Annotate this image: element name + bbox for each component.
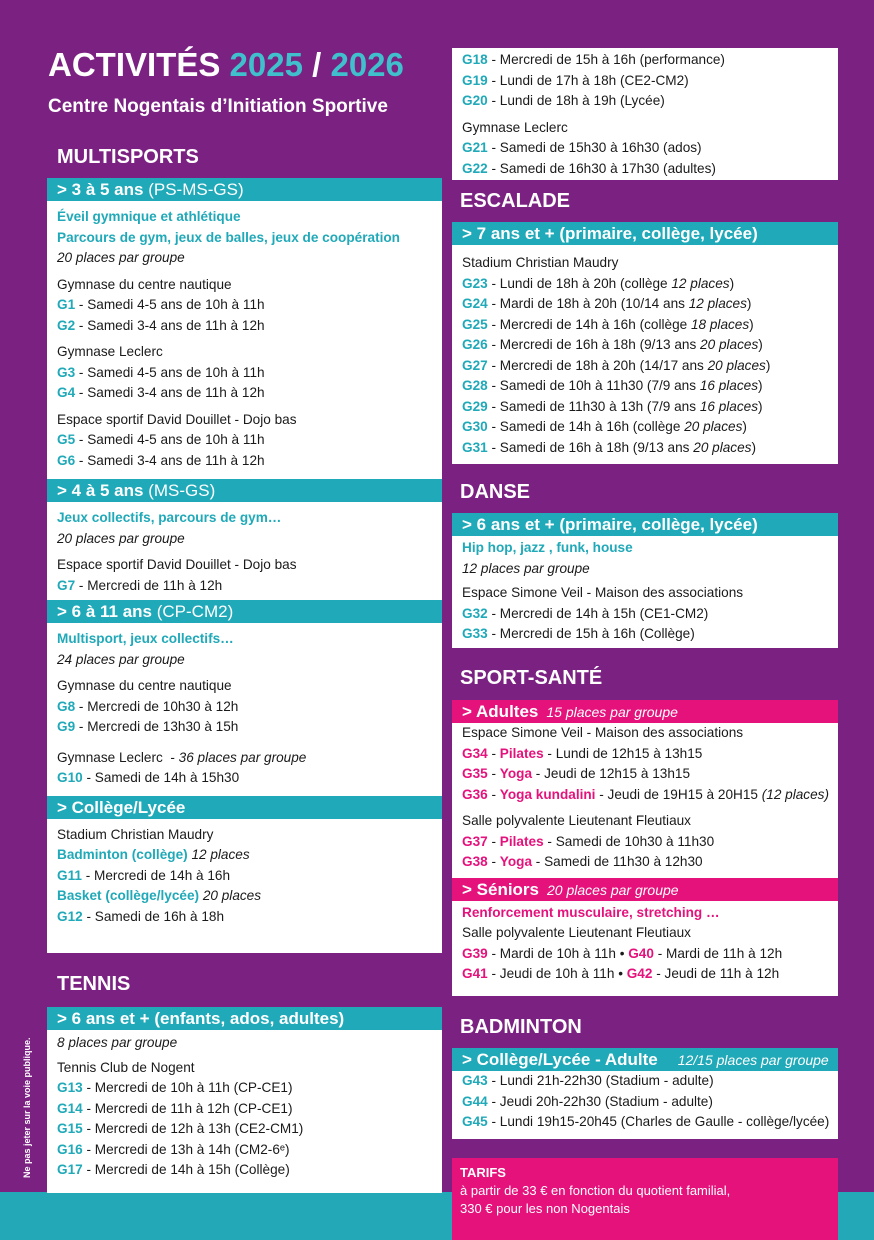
bar-levels: (CP-CM2) xyxy=(156,602,234,621)
group-text: - Samedi de 15h30 à 16h30 (ados) xyxy=(487,140,702,155)
activity-desc: Jeux collectifs, parcours de gym… xyxy=(57,510,282,525)
group-row xyxy=(452,944,838,965)
group-text: - Mercredi de 14h à 16h xyxy=(81,867,231,883)
group-text: - Samedi 3-4 ans de 11h à 12h xyxy=(75,452,265,468)
group-row xyxy=(452,294,838,315)
group-row xyxy=(452,1092,838,1113)
group-code: G2 xyxy=(57,317,76,333)
venue: Gymnase Leclerc xyxy=(57,344,163,359)
bar-age: > 6 à 11 ans xyxy=(57,602,152,621)
places-note: (12 places) xyxy=(761,786,829,802)
group-text: - Mercredi de 11h à 12h xyxy=(75,577,223,593)
places-note: 12 places xyxy=(688,296,747,311)
group-row xyxy=(47,383,442,404)
group-row xyxy=(452,1112,838,1133)
group-text: - Mardi de 11h à 12h xyxy=(653,945,783,961)
activity-desc: Renforcement musculaire, stretching … xyxy=(462,904,720,920)
group-code: G21 xyxy=(462,140,488,155)
group-code: G3 xyxy=(57,364,76,380)
group-text-end: ) xyxy=(751,439,756,455)
group-code: G41 xyxy=(462,966,488,981)
group-code: G45 xyxy=(462,1114,488,1129)
group-code: G29 xyxy=(462,398,488,414)
group-code: G42 xyxy=(626,966,653,981)
tarifs-line: 330 € pour les non Nogentais xyxy=(460,1201,630,1216)
places-note: 20 places par groupe xyxy=(547,881,679,898)
group-row xyxy=(452,159,838,180)
places-note: 16 places xyxy=(699,398,759,414)
group-row xyxy=(47,907,442,928)
venue: Espace Simone Veil - Maison des associations xyxy=(462,725,744,740)
group-code: G25 xyxy=(462,316,488,332)
group-text-end: ) xyxy=(758,398,763,414)
group-text: - Mercredi de 18h à 20h (14/17 ans xyxy=(487,357,708,373)
places-note: 20 places par groupe xyxy=(57,530,185,546)
group-row xyxy=(47,1078,442,1099)
venue: Tennis Club de Nogent xyxy=(57,1059,195,1075)
venue: Gymnase Leclerc xyxy=(57,749,163,765)
group-text: - Samedi de 16h30 à 17h30 (adultes) xyxy=(487,160,716,176)
escalade-bar: > 7 ans et + (primaire, collège, lycée) xyxy=(452,222,838,245)
group-row xyxy=(452,274,838,295)
group-row: G35 - Yoga - Jeudi de 12h15 à 13h15 xyxy=(462,766,690,781)
group-code: G13 xyxy=(57,1080,83,1095)
group-code: G1 xyxy=(57,297,76,312)
group-text: - Mercredi de 15h à 16h (Collège) xyxy=(487,626,695,641)
group-text: - Samedi de 10h30 à 11h30 xyxy=(543,833,715,849)
group-text: - Lundi 19h15-20h45 (Charles de Gaulle - collège/lycée) xyxy=(487,1114,830,1129)
tennis-box xyxy=(47,1007,442,1193)
activity-desc: Hip hop, jazz , funk, house xyxy=(462,540,633,555)
places-note: 12 places xyxy=(191,847,250,862)
activity-name: Pilates xyxy=(499,745,544,761)
group-code: G43 xyxy=(462,1073,488,1088)
venue: Salle polyvalente Lieutenant Fleutiaux xyxy=(462,925,691,940)
group-code: G5 xyxy=(57,432,76,447)
venue: Espace sportif David Douillet - Dojo bas xyxy=(57,411,297,427)
group-text: - Mardi de 18h à 20h (10/14 ans xyxy=(487,296,689,311)
activity-name: Basket (collège/lycée) xyxy=(57,888,200,903)
group-text: - Mardi de 10h à 11h • xyxy=(487,945,629,961)
multisports-box xyxy=(47,178,442,953)
group-text: - Mercredi de 13h30 à 15h xyxy=(75,719,239,734)
places-note: 15 places par groupe xyxy=(546,704,678,720)
group-text: - Mercredi de 14h à 16h (collège xyxy=(487,316,691,332)
group-code: G27 xyxy=(462,357,488,373)
venue: Gymnase du centre nautique xyxy=(57,276,232,292)
group-row xyxy=(452,417,838,438)
group-text-end: ) xyxy=(758,378,763,393)
tennis-bar: > 6 ans et + (enfants, ados, adultes) xyxy=(47,1007,442,1030)
multisports-bar-college: > Collège/Lycée xyxy=(47,796,442,819)
group-row xyxy=(47,430,442,451)
tennis-title: TENNIS xyxy=(57,973,131,995)
places-note: 24 places par groupe xyxy=(57,651,185,667)
group-row xyxy=(47,866,442,887)
group-row xyxy=(452,138,838,159)
group-row xyxy=(452,604,838,625)
venue: Salle polyvalente Lieutenant Fleutiaux xyxy=(462,813,691,828)
group-text: - Jeudi 20h-22h30 (Stadium - adulte) xyxy=(487,1093,713,1109)
group-code: G23 xyxy=(462,275,488,291)
group-code: G31 xyxy=(462,439,488,455)
group-row xyxy=(47,451,442,472)
multisports-title: MULTISPORTS xyxy=(57,146,199,168)
group-row xyxy=(452,397,838,418)
group-row xyxy=(452,335,838,356)
escalade-box xyxy=(452,222,838,464)
group-text: - Mercredi de 10h30 à 12h xyxy=(75,698,239,714)
places-note: 8 places par groupe xyxy=(57,1035,178,1050)
group-text: - Lundi de 18h à 20h (collège xyxy=(487,275,672,291)
venue: Stadium Christian Maudry xyxy=(57,826,214,842)
group-text: - Jeudi de 12h15 à 13h15 xyxy=(532,766,690,781)
group-text-end: ) xyxy=(758,337,763,352)
tarifs-title: TARIFS xyxy=(460,1165,506,1180)
group-code: G24 xyxy=(462,296,488,311)
group-row xyxy=(47,1140,442,1161)
group-text: - Mercredi de 15h à 16h (performance) xyxy=(487,52,725,67)
group-text: - Samedi de 14h à 16h (collège xyxy=(487,419,685,434)
group-code: G18 xyxy=(462,52,488,67)
activity-name: Yoga kundalini xyxy=(499,786,596,802)
activity-name: Pilates xyxy=(499,833,544,849)
group-row xyxy=(47,1119,442,1140)
seniors-bar xyxy=(452,878,838,901)
group-row: G36 - Yoga kundalini - Jeudi de 19H15 à 20H15 (12 places) xyxy=(462,786,829,802)
group-code: G11 xyxy=(57,867,82,883)
group-row xyxy=(47,1099,442,1120)
group-text-end: ) xyxy=(729,275,735,291)
venue: Gymnase Leclerc xyxy=(462,119,568,135)
venue: Gymnase du centre nautique xyxy=(57,678,232,693)
group-code: G28 xyxy=(462,378,488,393)
group-row xyxy=(47,768,442,789)
group-text: - Samedi de 16h à 18h xyxy=(82,908,225,924)
group-text: - Samedi 4-5 ans de 10h à 11h xyxy=(75,364,265,380)
group-row xyxy=(47,316,442,337)
tarifs-box xyxy=(452,1158,838,1240)
places-note: 20 places xyxy=(202,888,262,903)
multisports-bar-4-5 xyxy=(47,479,442,502)
places-note: 20 places xyxy=(700,337,759,352)
group-code: G9 xyxy=(57,719,76,734)
group-code: G22 xyxy=(462,160,488,176)
tennis-continued-box xyxy=(452,48,838,180)
places-note: 36 places par groupe xyxy=(178,749,307,765)
group-text: - Samedi de 11h30 à 12h30 xyxy=(532,854,703,869)
bar-age: > 4 à 5 ans xyxy=(57,481,144,500)
venue: Stadium Christian Maudry xyxy=(462,255,619,270)
group-row xyxy=(47,576,442,597)
group-text: - Mercredi de 16h à 18h (9/13 ans xyxy=(487,337,701,352)
group-text: - Lundi de 18h à 19h (Lycée) xyxy=(487,93,665,108)
group-text: - Samedi de 14h à 15h30 xyxy=(82,770,240,785)
group-text-end: ) xyxy=(742,419,747,434)
page-subtitle: Centre Nogentais d’Initiation Sportive xyxy=(48,96,388,117)
side-note: Ne pas jeter sur la voie publique. xyxy=(22,1037,32,1178)
places-note: 16 places xyxy=(699,378,759,393)
group-row xyxy=(47,1160,442,1181)
group-code: G33 xyxy=(462,626,488,641)
group-code: G39 xyxy=(462,945,488,961)
group-row xyxy=(47,697,442,718)
activity-name: Badminton (collège) xyxy=(57,847,188,862)
multisports-bar-6-11 xyxy=(47,600,442,623)
group-row: G37 - Pilates - Samedi de 10h30 à 11h30 xyxy=(462,833,715,849)
group-row xyxy=(452,71,838,92)
group-row xyxy=(452,50,838,71)
escalade-title: ESCALADE xyxy=(460,190,571,212)
places-note: 20 places xyxy=(684,419,743,434)
group-row xyxy=(452,438,838,459)
group-text-end: ) xyxy=(746,296,752,311)
places-note: 12 places par groupe xyxy=(462,560,590,576)
group-code: G32 xyxy=(462,605,488,621)
places-note: 18 places xyxy=(690,316,750,332)
group-code: G10 xyxy=(57,770,83,785)
venue: Espace sportif David Douillet - Dojo bas xyxy=(57,557,297,572)
group-row xyxy=(47,295,442,316)
group-row xyxy=(452,91,838,112)
group-text: - Lundi de 12h15 à 13h15 xyxy=(543,745,703,761)
group-text: - Samedi 3-4 ans de 11h à 12h xyxy=(75,317,265,333)
badminton-bar xyxy=(452,1048,838,1071)
venue-row: Gymnase Leclerc - 36 places par groupe xyxy=(57,749,307,765)
group-text: - Mercredi de 14h à 15h (Collège) xyxy=(82,1162,290,1177)
adultes-bar xyxy=(452,700,838,723)
group-text: - Jeudi de 19H15 à 20H15 xyxy=(595,786,762,802)
bar-label: > Séniors xyxy=(462,879,540,899)
group-row xyxy=(452,315,838,336)
bar-label: > Collège/Lycée - Adulte xyxy=(462,1050,658,1069)
group-text: - Samedi 4-5 ans de 10h à 11h xyxy=(75,432,265,447)
group-code: G35 xyxy=(462,766,488,781)
group-code: G20 xyxy=(462,93,488,108)
group-text-end: ) xyxy=(749,316,754,332)
group-text: - Samedi de 16h à 18h (9/13 ans xyxy=(487,439,694,455)
activity-name: Yoga xyxy=(499,766,533,781)
group-row xyxy=(452,624,838,645)
venue: Espace Simone Veil - Maison des associations xyxy=(462,585,744,600)
title-word: ACTIVITÉS xyxy=(48,46,221,83)
group-text-end: ) xyxy=(765,357,771,373)
group-row xyxy=(47,363,442,384)
places-note: 20 places par groupe xyxy=(57,250,185,265)
multisports-bar-3-5 xyxy=(47,178,442,201)
year-start: 2025 xyxy=(229,46,303,83)
danse-box xyxy=(452,513,838,648)
group-text: - Jeudi de 11h à 12h xyxy=(652,966,780,981)
group-text: - Mercredi de 10h à 11h (CP-CE1) xyxy=(82,1080,293,1095)
danse-bar: > 6 ans et + (primaire, collège, lycée) xyxy=(452,513,838,536)
group-row xyxy=(452,356,838,377)
group-text: - Mercredi de 13h à 14h (CM2-6ᵉ) xyxy=(82,1141,290,1157)
year-separator: / xyxy=(312,46,322,83)
danse-title: DANSE xyxy=(460,481,531,503)
group-text: - Lundi 21h-22h30 (Stadium - adulte) xyxy=(487,1073,714,1088)
group-row xyxy=(452,964,838,985)
group-code: G19 xyxy=(462,72,488,88)
group-text: - Mercredi de 11h à 12h (CP-CE1) xyxy=(82,1100,293,1116)
bar-label: > Adultes xyxy=(462,702,539,721)
page-title xyxy=(48,46,404,84)
bar-levels: (PS-MS-GS) xyxy=(148,180,244,199)
activity-desc: Parcours de gym, jeux de balles, jeux de coopération xyxy=(57,229,400,245)
places-note: 20 places xyxy=(693,439,752,455)
group-code: G38 xyxy=(462,854,488,869)
group-text: - Samedi 3-4 ans de 11h à 12h xyxy=(75,385,265,400)
group-text: - Mercredi de 12h à 13h (CE2-CM1) xyxy=(82,1121,304,1136)
group-code: G12 xyxy=(57,908,83,924)
group-code: G16 xyxy=(57,1141,83,1157)
group-text: - Mercredi de 14h à 15h (CE1-CM2) xyxy=(487,605,709,621)
bar-age: > 3 à 5 ans xyxy=(57,180,144,199)
year-end: 2026 xyxy=(330,46,404,83)
activity-name: Yoga xyxy=(499,854,533,869)
group-row xyxy=(452,1071,838,1092)
group-code: G6 xyxy=(57,452,76,468)
activity-desc: Éveil gymnique et athlétique xyxy=(57,209,241,224)
group-text: - Samedi 4-5 ans de 10h à 11h xyxy=(75,297,265,312)
group-code: G36 xyxy=(462,786,488,802)
places-note: 12/15 places par groupe xyxy=(677,1052,829,1068)
group-row xyxy=(47,717,442,738)
group-code: G17 xyxy=(57,1162,83,1177)
group-row xyxy=(452,376,838,397)
group-text: - Samedi de 11h30 à 13h (7/9 ans xyxy=(487,398,700,414)
group-code: G30 xyxy=(462,419,488,434)
places-note: 12 places xyxy=(671,275,730,291)
group-code: G4 xyxy=(57,385,76,400)
places-note: 20 places xyxy=(707,357,766,373)
group-code: G8 xyxy=(57,698,76,714)
group-code: G26 xyxy=(462,337,488,352)
activity-desc: Multisport, jeux collectifs… xyxy=(57,631,234,646)
sport-sante-box xyxy=(452,700,838,996)
group-text: - Jeudi de 10h à 11h • xyxy=(487,966,627,981)
group-code: G7 xyxy=(57,577,76,593)
tarifs-line: à partir de 33 € en fonction du quotient familial, xyxy=(460,1183,731,1198)
activity-row xyxy=(47,886,442,907)
group-code: G40 xyxy=(628,945,654,961)
group-code: G37 xyxy=(462,833,488,849)
group-row: G38 - Yoga - Samedi de 11h30 à 12h30 xyxy=(462,854,703,869)
sport-sante-title: SPORT-SANTÉ xyxy=(460,667,603,689)
group-code: G14 xyxy=(57,1100,83,1116)
badminton-box xyxy=(452,1048,838,1139)
group-code: G15 xyxy=(57,1121,83,1136)
group-text: - Lundi de 17h à 18h (CE2-CM2) xyxy=(487,72,689,88)
bar-levels: (MS-GS) xyxy=(148,481,216,500)
group-text: - Samedi de 10h à 11h30 (7/9 ans xyxy=(487,378,700,393)
group-code: G44 xyxy=(462,1093,488,1109)
activity-row xyxy=(47,845,442,866)
badminton-title: BADMINTON xyxy=(460,1016,582,1038)
group-code: G34 xyxy=(462,745,488,761)
group-row: G34 - Pilates - Lundi de 12h15 à 13h15 xyxy=(462,745,703,761)
